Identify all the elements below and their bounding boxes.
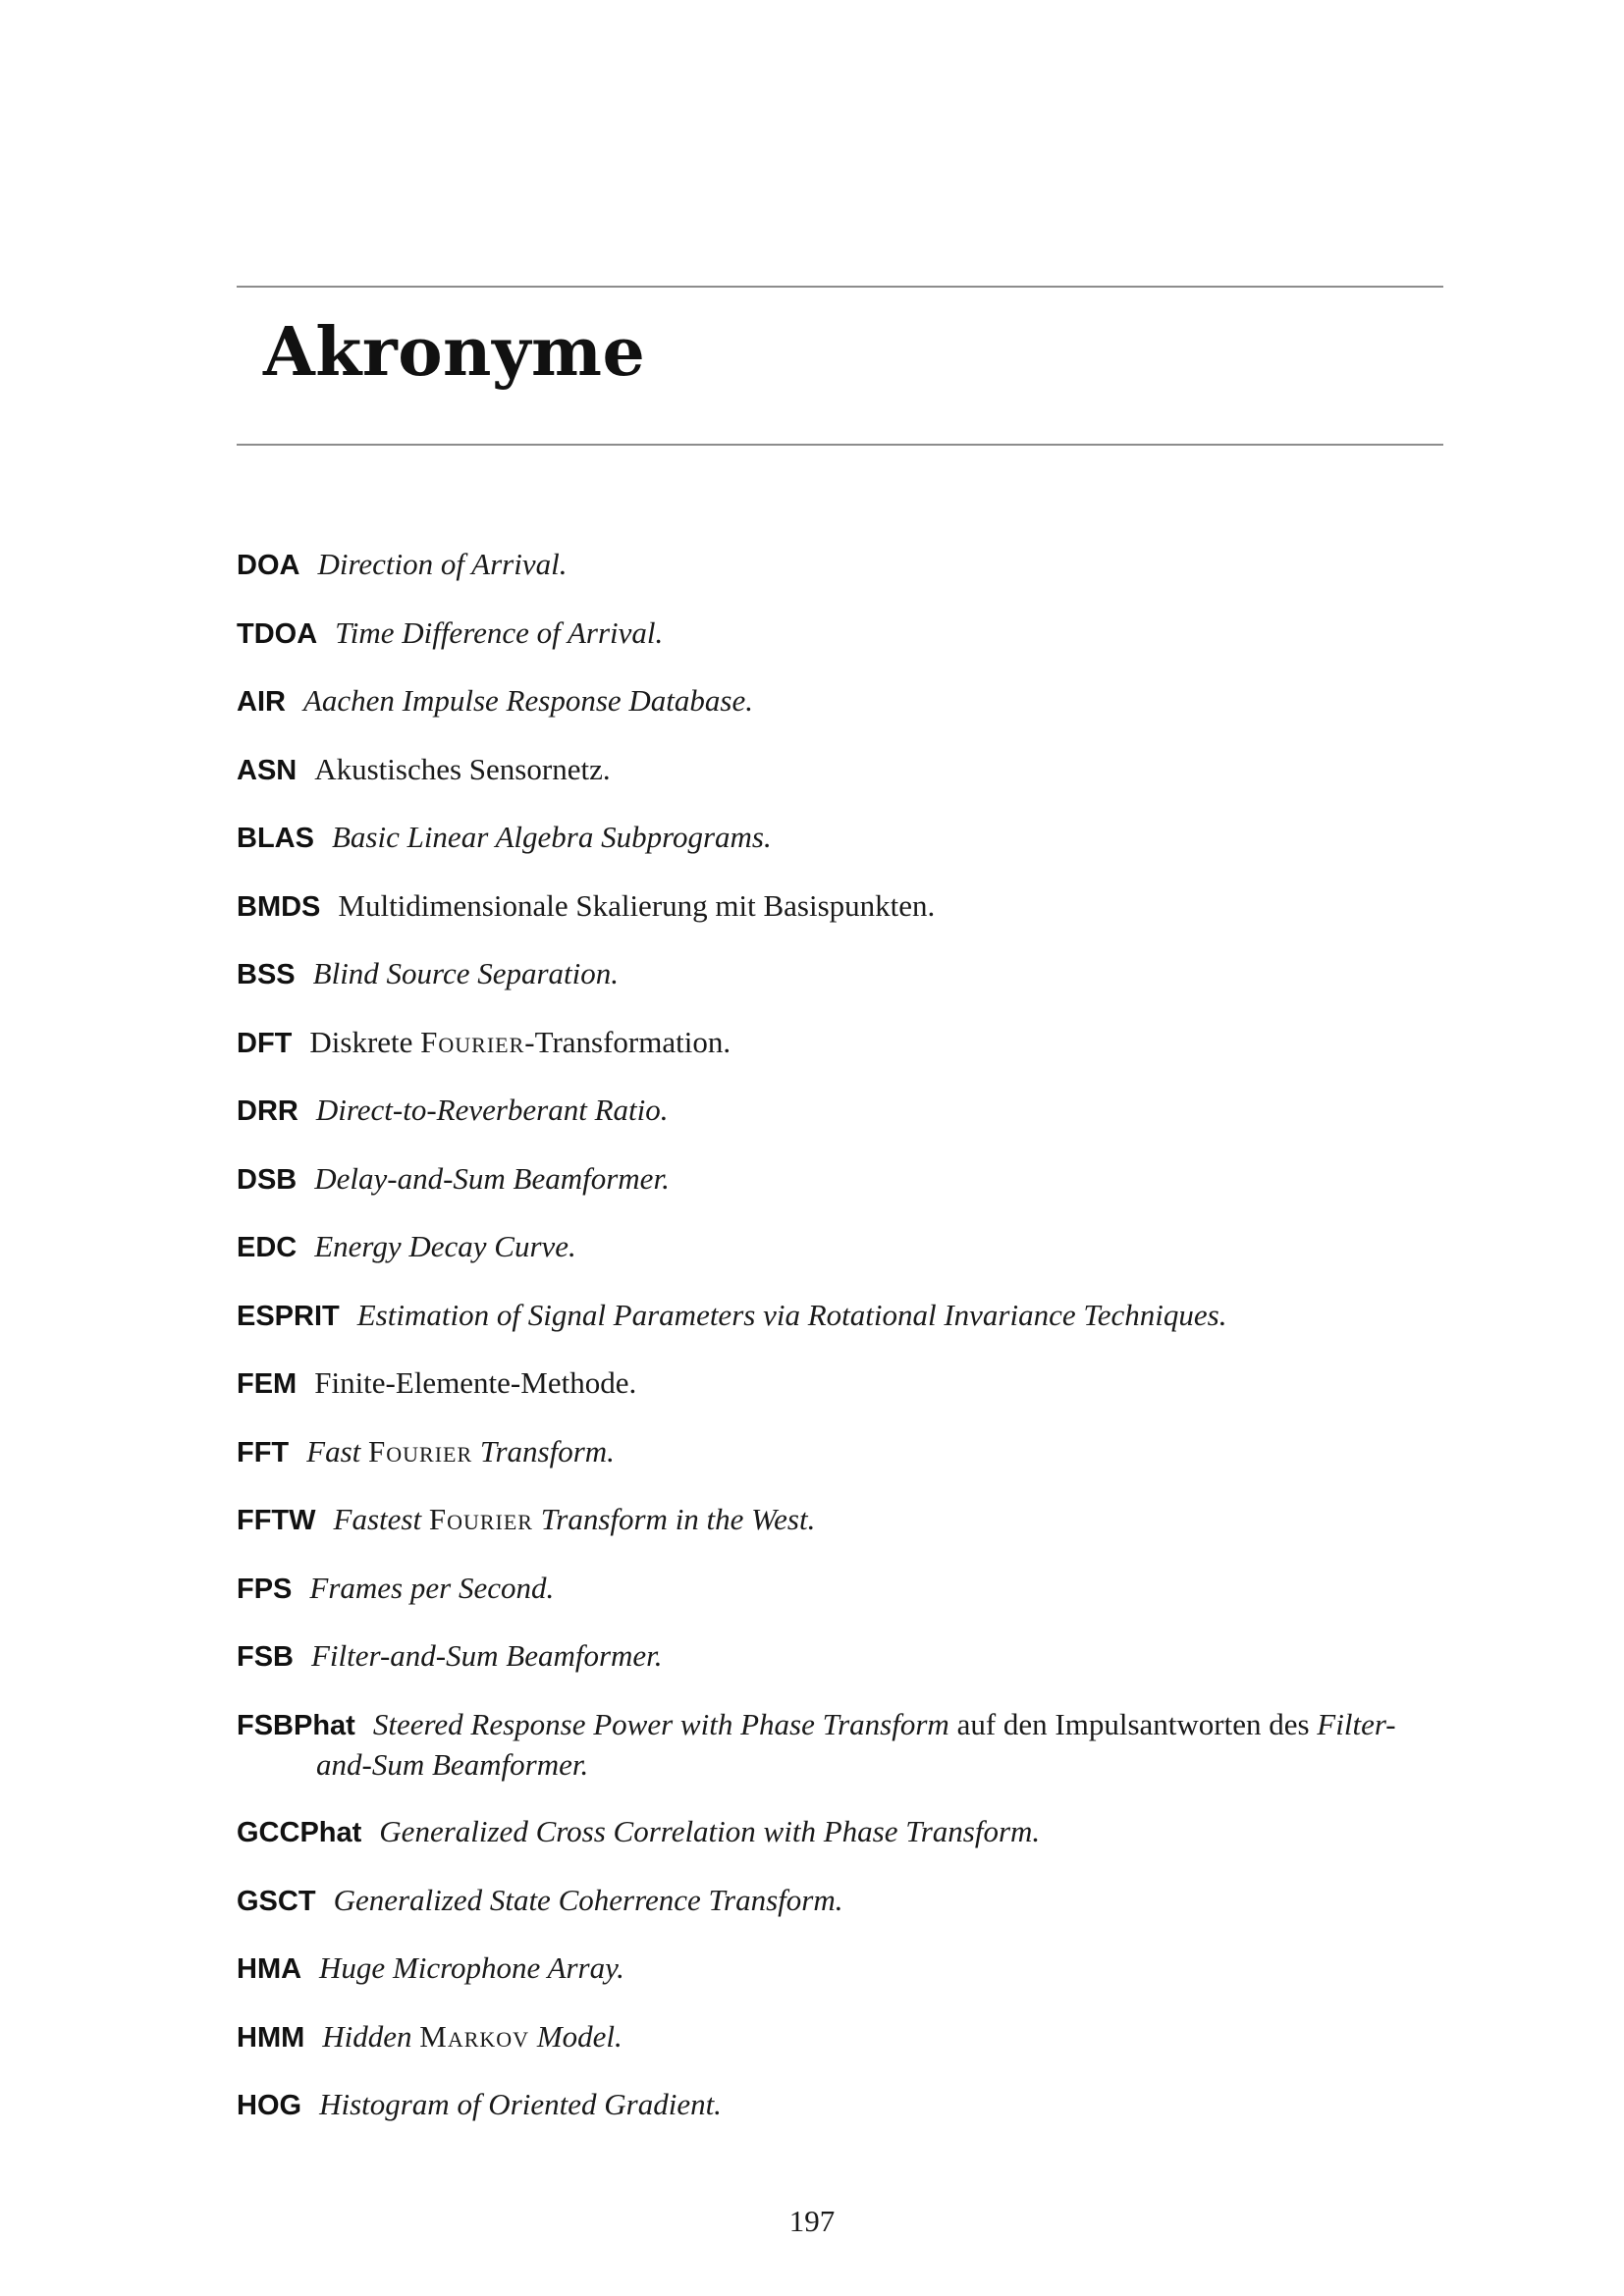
- acronym-entry-esprit: [237, 1296, 1443, 1336]
- acronym-abbr: FPS: [237, 1573, 293, 1605]
- acronym-definition: Aachen Impulse Response Database.: [302, 683, 753, 718]
- acronym-entry-blas: [237, 818, 1443, 858]
- acronym-entry-fem: [237, 1363, 1443, 1404]
- acronym-abbr: BLAS: [237, 823, 314, 854]
- acronym-abbr: BMDS: [237, 890, 321, 923]
- acronym-definition: Direct-to-Reverberant Ratio.: [315, 1093, 669, 1127]
- acronym-entry-dft: [237, 1023, 1443, 1063]
- acronym-entry-doa: [237, 545, 1443, 585]
- heading-bottom-rule: [237, 444, 1443, 446]
- acronym-definition: Huge Microphone Array.: [319, 1950, 624, 1985]
- acronym-list: [237, 545, 1443, 2154]
- acronym-entry-edc: [237, 1227, 1443, 1267]
- acronym-entry-air: [237, 681, 1443, 721]
- acronym-definition: Histogram of Oriented Gradient.: [319, 2087, 722, 2121]
- definition-part: -Transformation.: [524, 1024, 731, 1059]
- acronym-abbr: HMM: [237, 2021, 305, 2054]
- acronym-entry-asn: [237, 750, 1443, 790]
- definition-part: auf den Impulsantworten des: [948, 1706, 1318, 1741]
- acronym-entry-gccphat: [237, 1812, 1443, 1852]
- acronym-entry-tdoa: [237, 614, 1443, 654]
- acronym-abbr: AIR: [237, 686, 286, 718]
- definition-part: Hidden: [322, 2018, 420, 2054]
- person-name: Fourier: [428, 1502, 533, 1536]
- acronym-abbr: HMA: [237, 1953, 302, 1985]
- acronym-definition: Frames per Second.: [309, 1570, 555, 1605]
- page-number: 197: [788, 2204, 836, 2238]
- acronym-definition: Estimation of Signal Parameters via Rotational Invariance Techniques.: [356, 1297, 1227, 1332]
- acronym-entry-drr: [237, 1091, 1443, 1131]
- acronym-abbr: DFT: [237, 1027, 293, 1059]
- acronym-abbr: BSS: [237, 959, 296, 990]
- definition-part: Fast: [306, 1433, 369, 1468]
- acronym-entry-fsb: [237, 1636, 1443, 1677]
- acronym-definition: Delay-and-Sum Beamformer.: [314, 1160, 670, 1196]
- definition-part: Steered Response Power with Phase Transform: [372, 1706, 949, 1741]
- acronym-entry-fps: [237, 1569, 1443, 1609]
- acronym-definition: Energy Decay Curve.: [314, 1229, 576, 1263]
- heading-top-rule: [237, 286, 1443, 288]
- acronym-definition: [316, 1707, 1396, 1782]
- acronym-abbr: FEM: [237, 1368, 298, 1400]
- acronym-abbr: HOG: [237, 2090, 302, 2121]
- definition-part: Diskrete: [309, 1024, 421, 1059]
- acronym-definition: Blind Source Separation.: [312, 956, 620, 990]
- acronym-entry-fsbphat: [237, 1705, 1443, 1785]
- person-name: Fourier: [368, 1433, 473, 1468]
- acronym-definition: [322, 2019, 623, 2054]
- acronym-abbr: ASN: [237, 754, 298, 786]
- acronym-entry-fft: [237, 1432, 1443, 1472]
- acronym-entry-hog: [237, 2085, 1443, 2125]
- acronym-definition: Time Difference of Arrival.: [335, 614, 664, 650]
- definition-part: Transform in the West.: [532, 1502, 816, 1536]
- acronym-entry-bmds: [237, 886, 1443, 927]
- definition-part: Transform.: [472, 1433, 615, 1468]
- acronym-abbr: GSCT: [237, 1885, 316, 1917]
- acronym-definition: Multidimensionale Skalierung mit Basispunkten.: [338, 887, 936, 923]
- definition-part: Fastest: [333, 1502, 429, 1536]
- acronym-entry-hma: [237, 1949, 1443, 1989]
- acronym-abbr: DRR: [237, 1095, 298, 1127]
- acronym-definition: Generalized Cross Correlation with Phase Transform.: [379, 1814, 1041, 1848]
- acronym-definition: Generalized State Coherrence Transform.: [333, 1882, 843, 1917]
- acronym-abbr: GCCPhat: [237, 1817, 362, 1848]
- acronym-abbr: FSB: [237, 1641, 294, 1673]
- acronym-definition: Direction of Arrival.: [317, 547, 568, 581]
- acronym-entry-hmm: [237, 2017, 1443, 2057]
- acronym-definition: Akustisches Sensornetz.: [314, 751, 611, 786]
- acronym-abbr: DSB: [237, 1163, 298, 1196]
- acronym-abbr: DOA: [237, 550, 300, 581]
- acronym-abbr: EDC: [237, 1232, 298, 1263]
- acronym-entry-dsb: [237, 1159, 1443, 1200]
- acronym-abbr: FSBPhat: [237, 1709, 355, 1741]
- acronym-definition: [309, 1025, 731, 1059]
- person-name: Markov: [419, 2018, 530, 2054]
- acronym-definition: [334, 1502, 816, 1536]
- acronym-definition: [306, 1434, 615, 1468]
- person-name: Fourier: [420, 1024, 525, 1059]
- definition-part: Model.: [529, 2018, 623, 2054]
- definition-part: Filter-and-Sum Beamformer.: [316, 1706, 1396, 1782]
- acronym-abbr: ESPRIT: [237, 1300, 340, 1332]
- acronym-definition: Finite-Elemente-Methode.: [314, 1365, 637, 1400]
- acronym-entry-bss: [237, 954, 1443, 994]
- acronym-entry-fftw: [237, 1500, 1443, 1540]
- acronym-abbr: FFT: [237, 1436, 290, 1468]
- acronym-abbr: TDOA: [237, 617, 318, 650]
- acronym-definition: Basic Linear Algebra Subprograms.: [331, 820, 772, 854]
- acronym-abbr: FFTW: [237, 1505, 316, 1536]
- page-title: Akronyme: [263, 313, 646, 392]
- acronym-entry-gsct: [237, 1881, 1443, 1921]
- acronym-definition: Filter-and-Sum Beamformer.: [311, 1638, 663, 1673]
